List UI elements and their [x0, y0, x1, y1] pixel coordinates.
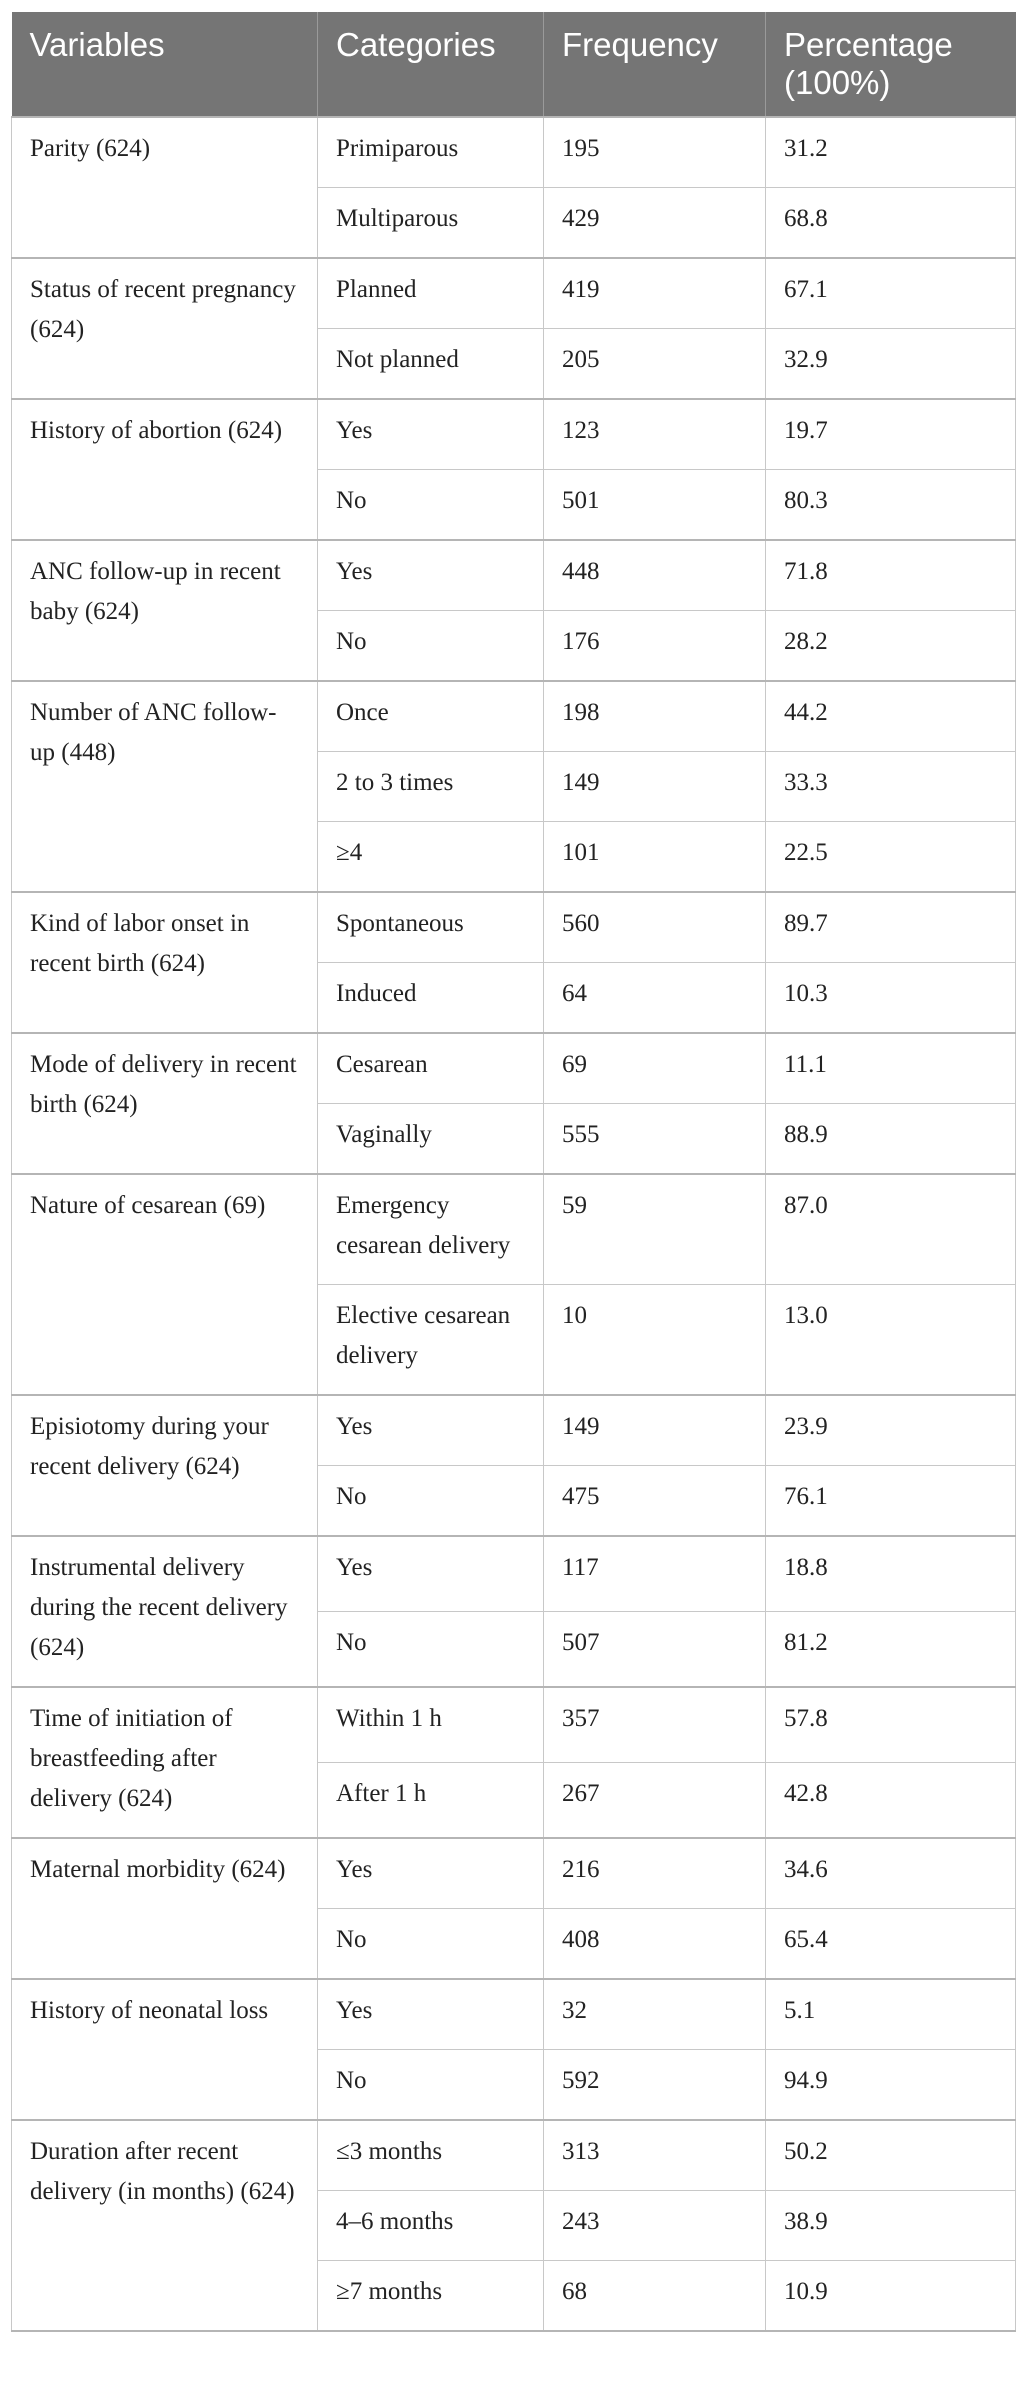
category-cell: 4–6 months [318, 2191, 544, 2261]
category-cell: Induced [318, 963, 544, 1034]
table-row [12, 2120, 1016, 2191]
percentage-cell: 10.3 [766, 963, 1016, 1034]
frequency-cell: 419 [544, 258, 766, 329]
variable-cell: ANC follow-up in recent baby (624) [12, 540, 318, 681]
frequency-cell: 68 [544, 2261, 766, 2332]
percentage-cell: 88.9 [766, 1104, 1016, 1175]
percentage-cell: 42.8 [766, 1763, 1016, 1839]
data-table [11, 12, 1016, 2332]
table-row [12, 1395, 1016, 1466]
category-cell: No [318, 1466, 544, 1537]
category-cell: No [318, 2050, 544, 2121]
percentage-cell: 19.7 [766, 399, 1016, 470]
variable-cell: Nature of cesarean (69) [12, 1174, 318, 1395]
percentage-cell: 22.5 [766, 822, 1016, 893]
variable-cell: History of abortion (624) [12, 399, 318, 540]
variable-cell: Instrumental delivery during the recent delivery (624) [12, 1536, 318, 1687]
frequency-cell: 59 [544, 1174, 766, 1285]
variable-cell: Parity (624) [12, 117, 318, 258]
percentage-cell: 34.6 [766, 1838, 1016, 1909]
table-header [12, 12, 1016, 117]
frequency-cell: 149 [544, 1395, 766, 1466]
frequency-cell: 216 [544, 1838, 766, 1909]
percentage-cell: 94.9 [766, 2050, 1016, 2121]
percentage-cell: 89.7 [766, 892, 1016, 963]
variable-cell: Episiotomy during your recent delivery (624) [12, 1395, 318, 1536]
category-cell: Vaginally [318, 1104, 544, 1175]
category-cell: Yes [318, 540, 544, 611]
percentage-cell: 50.2 [766, 2120, 1016, 2191]
category-cell: Yes [318, 1536, 544, 1612]
frequency-cell: 123 [544, 399, 766, 470]
table-row [12, 681, 1016, 752]
percentage-cell: 33.3 [766, 752, 1016, 822]
category-cell: Spontaneous [318, 892, 544, 963]
category-cell: Planned [318, 258, 544, 329]
frequency-cell: 149 [544, 752, 766, 822]
frequency-cell: 501 [544, 470, 766, 541]
table-row [12, 117, 1016, 188]
percentage-cell: 68.8 [766, 188, 1016, 259]
frequency-cell: 357 [544, 1687, 766, 1763]
variable-cell: Mode of delivery in recent birth (624) [12, 1033, 318, 1174]
percentage-cell: 11.1 [766, 1033, 1016, 1104]
category-cell: Not planned [318, 329, 544, 400]
frequency-cell: 32 [544, 1979, 766, 2050]
variable-cell: Kind of labor onset in recent birth (624) [12, 892, 318, 1033]
table-row [12, 258, 1016, 329]
percentage-cell: 23.9 [766, 1395, 1016, 1466]
frequency-cell: 429 [544, 188, 766, 259]
table-row [12, 1687, 1016, 1763]
header-variables: Variables [12, 12, 318, 117]
table-row [12, 399, 1016, 470]
percentage-cell: 28.2 [766, 611, 1016, 682]
category-cell: ≥4 [318, 822, 544, 893]
header-row [12, 12, 1016, 117]
category-cell: No [318, 1909, 544, 1980]
percentage-cell: 10.9 [766, 2261, 1016, 2332]
variable-cell: Number of ANC follow-up (448) [12, 681, 318, 892]
category-cell: Multiparous [318, 188, 544, 259]
percentage-cell: 76.1 [766, 1466, 1016, 1537]
percentage-cell: 38.9 [766, 2191, 1016, 2261]
percentage-cell: 81.2 [766, 1612, 1016, 1688]
table-body [12, 117, 1016, 2331]
category-cell: Once [318, 681, 544, 752]
frequency-cell: 313 [544, 2120, 766, 2191]
frequency-cell: 205 [544, 329, 766, 400]
table-container [11, 12, 1015, 2332]
variable-cell: History of neonatal loss [12, 1979, 318, 2120]
frequency-cell: 475 [544, 1466, 766, 1537]
header-categories: Categories [318, 12, 544, 117]
header-percentage: Percentage (100%) [766, 12, 1016, 117]
percentage-cell: 67.1 [766, 258, 1016, 329]
frequency-cell: 101 [544, 822, 766, 893]
category-cell: No [318, 611, 544, 682]
percentage-cell: 5.1 [766, 1979, 1016, 2050]
table-row [12, 1033, 1016, 1104]
percentage-cell: 18.8 [766, 1536, 1016, 1612]
category-cell: No [318, 1612, 544, 1688]
variable-cell: Maternal morbidity (624) [12, 1838, 318, 1979]
frequency-cell: 64 [544, 963, 766, 1034]
category-cell: ≤3 months [318, 2120, 544, 2191]
frequency-cell: 176 [544, 611, 766, 682]
table-row [12, 1979, 1016, 2050]
category-cell: Emergency cesarean delivery [318, 1174, 544, 1285]
frequency-cell: 408 [544, 1909, 766, 1980]
frequency-cell: 195 [544, 117, 766, 188]
variable-cell: Status of recent pregnancy (624) [12, 258, 318, 399]
category-cell: After 1 h [318, 1763, 544, 1839]
category-cell: 2 to 3 times [318, 752, 544, 822]
frequency-cell: 448 [544, 540, 766, 611]
frequency-cell: 10 [544, 1285, 766, 1396]
category-cell: Yes [318, 1979, 544, 2050]
frequency-cell: 507 [544, 1612, 766, 1688]
percentage-cell: 71.8 [766, 540, 1016, 611]
frequency-cell: 117 [544, 1536, 766, 1612]
table-row [12, 540, 1016, 611]
frequency-cell: 69 [544, 1033, 766, 1104]
category-cell: Elective cesarean delivery [318, 1285, 544, 1396]
frequency-cell: 560 [544, 892, 766, 963]
variable-cell: Time of initiation of breastfeeding after delivery (624) [12, 1687, 318, 1838]
category-cell: Cesarean [318, 1033, 544, 1104]
percentage-cell: 65.4 [766, 1909, 1016, 1980]
frequency-cell: 267 [544, 1763, 766, 1839]
percentage-cell: 44.2 [766, 681, 1016, 752]
category-cell: Within 1 h [318, 1687, 544, 1763]
table-row [12, 892, 1016, 963]
percentage-cell: 57.8 [766, 1687, 1016, 1763]
table-row [12, 1174, 1016, 1285]
percentage-cell: 31.2 [766, 117, 1016, 188]
table-row [12, 1536, 1016, 1612]
variable-cell: Duration after recent delivery (in months) (624) [12, 2120, 318, 2331]
percentage-cell: 13.0 [766, 1285, 1016, 1396]
frequency-cell: 555 [544, 1104, 766, 1175]
frequency-cell: 243 [544, 2191, 766, 2261]
frequency-cell: 592 [544, 2050, 766, 2121]
category-cell: ≥7 months [318, 2261, 544, 2332]
category-cell: No [318, 470, 544, 541]
category-cell: Yes [318, 1838, 544, 1909]
header-frequency: Frequency [544, 12, 766, 117]
percentage-cell: 32.9 [766, 329, 1016, 400]
frequency-cell: 198 [544, 681, 766, 752]
percentage-cell: 80.3 [766, 470, 1016, 541]
percentage-cell: 87.0 [766, 1174, 1016, 1285]
category-cell: Yes [318, 1395, 544, 1466]
category-cell: Yes [318, 399, 544, 470]
table-row [12, 1838, 1016, 1909]
category-cell: Primiparous [318, 117, 544, 188]
